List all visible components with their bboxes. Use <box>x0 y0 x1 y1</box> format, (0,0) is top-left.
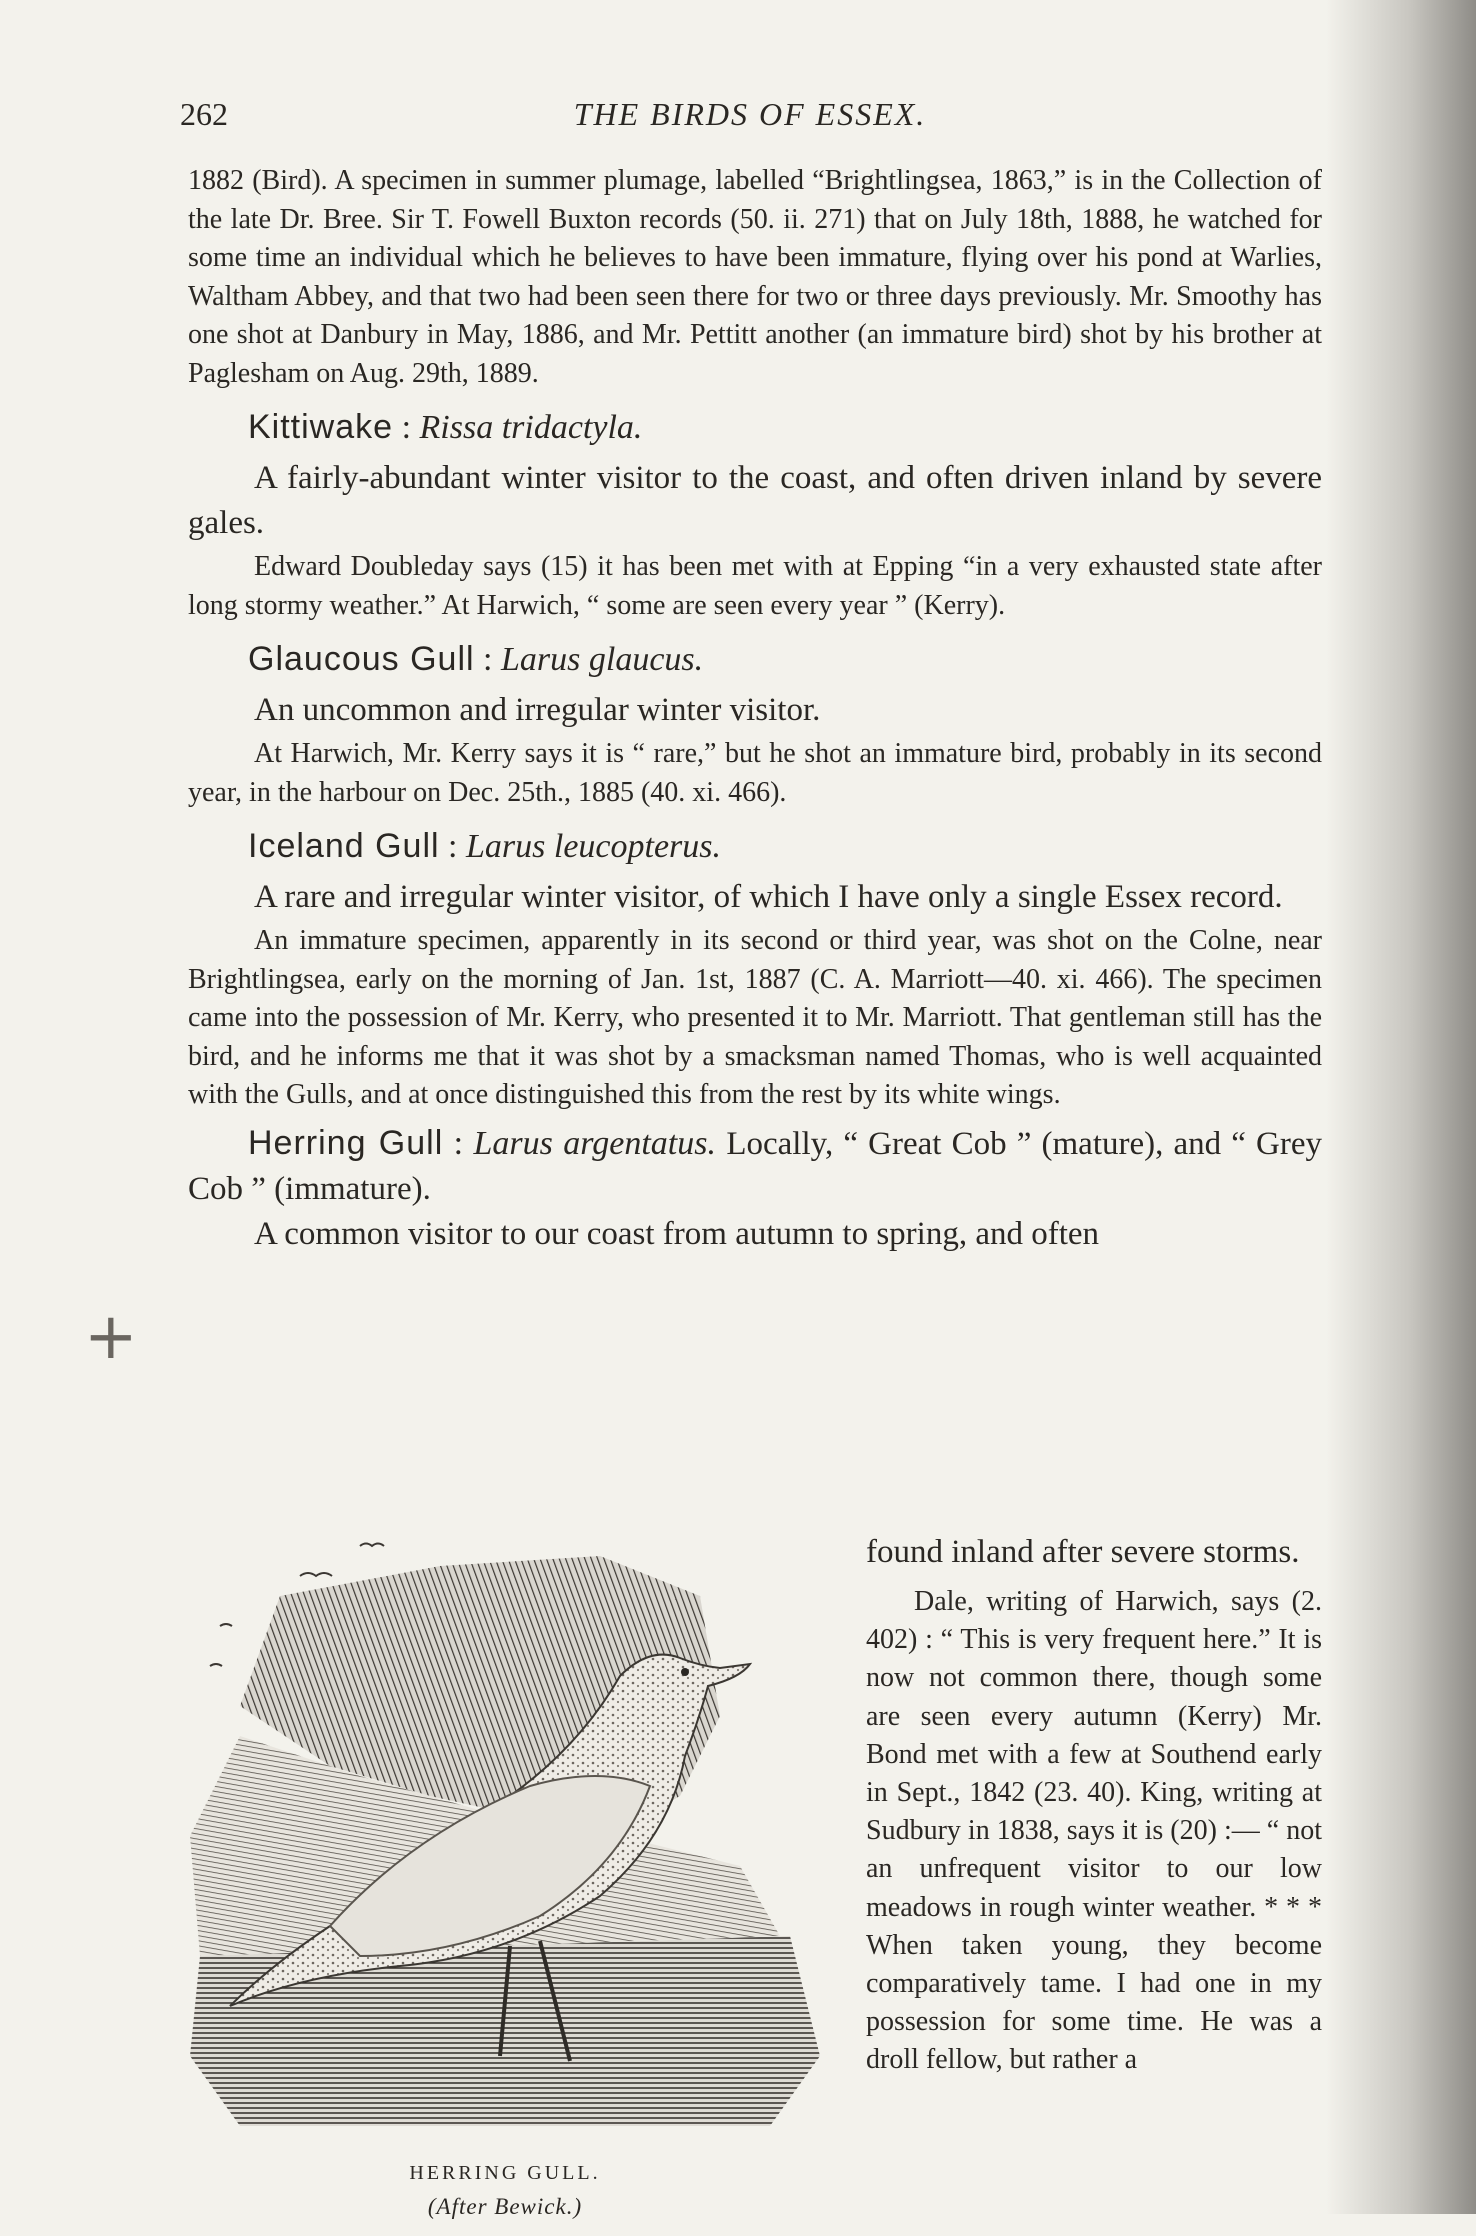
figure-caption: HERRING GULL. <box>409 2162 601 2184</box>
species-separator: : <box>401 409 412 446</box>
species-status: A fairly-abundant winter visitor to the coast, and often driven inland by severe gales. <box>188 460 1322 541</box>
species-separator: : <box>483 641 493 678</box>
gull-eye-shape <box>681 1668 689 1676</box>
species-latin-name: Larus argentatus. <box>473 1124 716 1162</box>
distant-bird-shape <box>210 1664 222 1666</box>
page-number: 262 <box>180 96 228 132</box>
species-status-continued: found inland after severe storms. <box>866 1534 1300 1570</box>
species-status: A rare and irregular winter visitor, of which I have only a single Essex record. <box>254 879 1283 915</box>
species-separator: : <box>448 828 458 865</box>
species-notes: At Harwich, Mr. Kerry says it is “ rare,” but he shot an immature bird, probably in its second year, in the harbour on Dec. 25th., 1885 (40. xi. 466). <box>188 738 1322 808</box>
species-common-name: Glaucous Gull <box>248 640 475 678</box>
species-notes: Edward Doubleday says (15) it has been met with at Epping “in a very exhausted state after long stormy weather.” At Harwich, “ some are seen every year ” (Kerry). <box>188 551 1322 621</box>
distant-bird-shape <box>300 1573 332 1576</box>
species-common-name: Herring Gull <box>248 1123 444 1162</box>
species-latin-name: Larus glaucus. <box>501 641 704 678</box>
species-local-names: Locally, “ Great Cob ” (mature), and “ Grey Cob ” (immature). <box>188 1125 1323 1207</box>
species-common-name: Iceland Gull <box>248 827 440 865</box>
distant-bird-shape <box>220 1624 232 1626</box>
species-latin-name: Rissa tridactyla. <box>419 409 643 446</box>
running-title: THE BIRDS OF ESSEX. <box>573 96 927 132</box>
species-separator: : <box>453 1124 464 1162</box>
herring-gull-engraving <box>180 1536 830 2156</box>
species-heading-kittiwake <box>248 403 1330 452</box>
page-edge-shadow <box>1326 0 1476 2214</box>
intro-paragraph: 1882 (Bird). A specimen in summer plumage, labelled “Brightlingsea, 1863,” is in the Collection of the late Dr. Bree. Sir T. Fowell Buxton records (50. ii. 271) that on July 18th, 1888, he watched for some time an individual which he believes to have been immature, flying over his pond at Warlies, Waltham Abbey, and that two had been seen there for two or three days previously. Mr. Smoothy has one shot at Danbury in May, 1886, and Mr. Pettitt another (an immature bird) shot by his brother at Paglesham on Aug. 29th, 1889. <box>188 165 1322 389</box>
margin-pencil-mark: + <box>84 1300 138 1374</box>
species-status-first-line: A common visitor to our coast from autumn to spring, and often <box>254 1215 1100 1252</box>
book-page <box>170 88 1330 2219</box>
figure-credit: (After Bewick.) <box>427 2194 583 2219</box>
right-column-text <box>866 1530 1322 2080</box>
herring-gull-figure <box>180 1536 830 2236</box>
species-common-name: Kittiwake <box>248 408 394 446</box>
species-heading-glaucous-gull <box>248 635 1330 684</box>
species-heading-herring-gull <box>188 1121 1322 1212</box>
species-latin-name: Larus leucopterus. <box>466 828 721 865</box>
species-heading-iceland-gull <box>248 822 1330 871</box>
distant-bird-shape <box>360 1544 384 1547</box>
running-head <box>170 88 1330 140</box>
species-notes: An immature specimen, apparently in its second or third year, was shot on the Colne, near Brightlingsea, early on the morning of Jan. 1st, 1887 (C. A. Marriott—40. xi. 466). The specimen came into the possession of Mr. Kerry, who presented it to Mr. Marriott. That gentleman still has the bird, and he informs me that it was shot by a smacksman named Thomas, who is well acquainted with the Gulls, and at once distinguished this from the rest by its white wings. <box>188 925 1322 1110</box>
species-notes: Dale, writing of Harwich, says (2. 402) : “ This is very frequent here.” It is now not common there, though some are seen every autumn (Kerry) Mr. Bond met with a few at Southend early in Sept., 1842 (23. 40). King, writing at Sudbury in 1838, says it is (20) :— “ not an unfrequent visitor to our low meadows in rough winter weather. * * * When taken young, they become comparatively tame. I had one in my possession for some time. He was a droll fellow, but rather a <box>866 1586 1322 2076</box>
species-status: An uncommon and irregular winter visitor. <box>254 692 821 728</box>
